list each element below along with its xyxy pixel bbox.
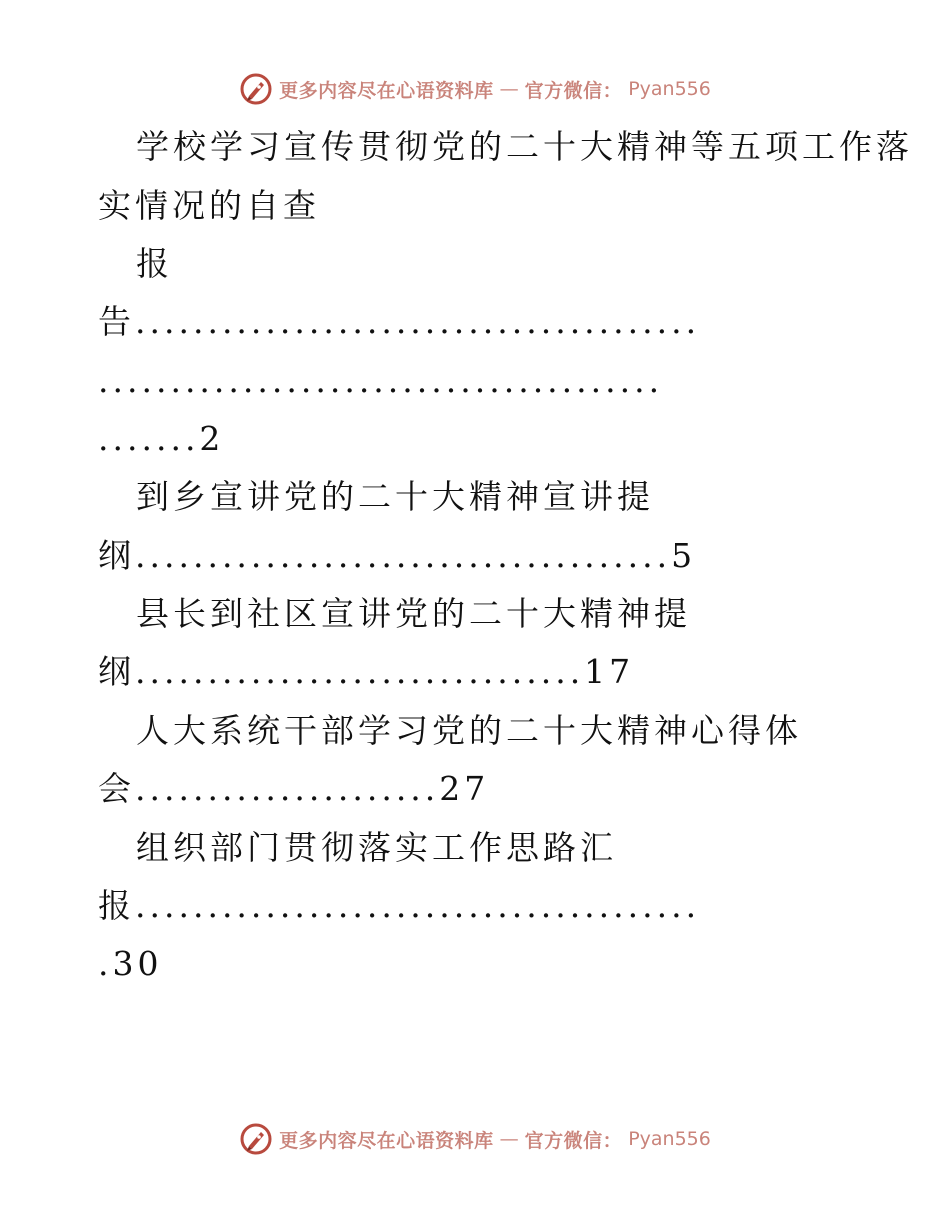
toc-entry-4-leader: 会.....................27 [98,769,490,808]
toc-entry-1-page: .......2 [98,419,225,458]
pen-logo-icon [239,72,273,106]
watermark-wechat-id: Pyan556 [628,1128,711,1150]
toc-entry-2-title: 到乡宣讲党的二十大精神宣讲提 [136,477,654,516]
watermark-header [0,72,950,106]
toc-entry-1-line-2: 实情况的自查 [98,186,320,225]
toc-entry-4-title: 人大系统干部学习党的二十大精神心得体 [136,711,802,750]
toc-entry-1-line-1: 学校学习宣传贯彻党的二十大精神等五项工作落 [136,127,913,166]
toc-entry-1-leader-1: 告....................................... [98,302,701,341]
toc-entry-1-leader-2: ....................................... [98,361,664,400]
watermark-dash: — [499,78,519,100]
toc-entry-3-title: 县长到社区宣讲党的二十大精神提 [136,594,691,633]
watermark-dash: — [499,1128,519,1150]
watermark-wechat-label: 官方微信： [524,79,623,102]
watermark-wechat-label: 官方微信： [524,1129,623,1152]
watermark-footer [0,1122,950,1156]
pen-logo-icon [239,1122,273,1156]
watermark-wechat-id: Pyan556 [628,78,711,100]
toc-entry-5-page: .30 [98,944,163,983]
toc-entry-3-leader: 纲...............................17 [98,652,635,691]
toc-entry-5-title: 组织部门贯彻落实工作思路汇 [136,828,617,867]
toc-entry-1-line-3: 报 [136,244,173,283]
toc-entry-2-leader: 纲.....................................5 [98,536,697,575]
watermark-text: 更多内容尽在心语资料库 [279,1129,494,1152]
watermark-text: 更多内容尽在心语资料库 [279,79,494,102]
toc-entry-5-leader: 报....................................... [98,886,701,925]
